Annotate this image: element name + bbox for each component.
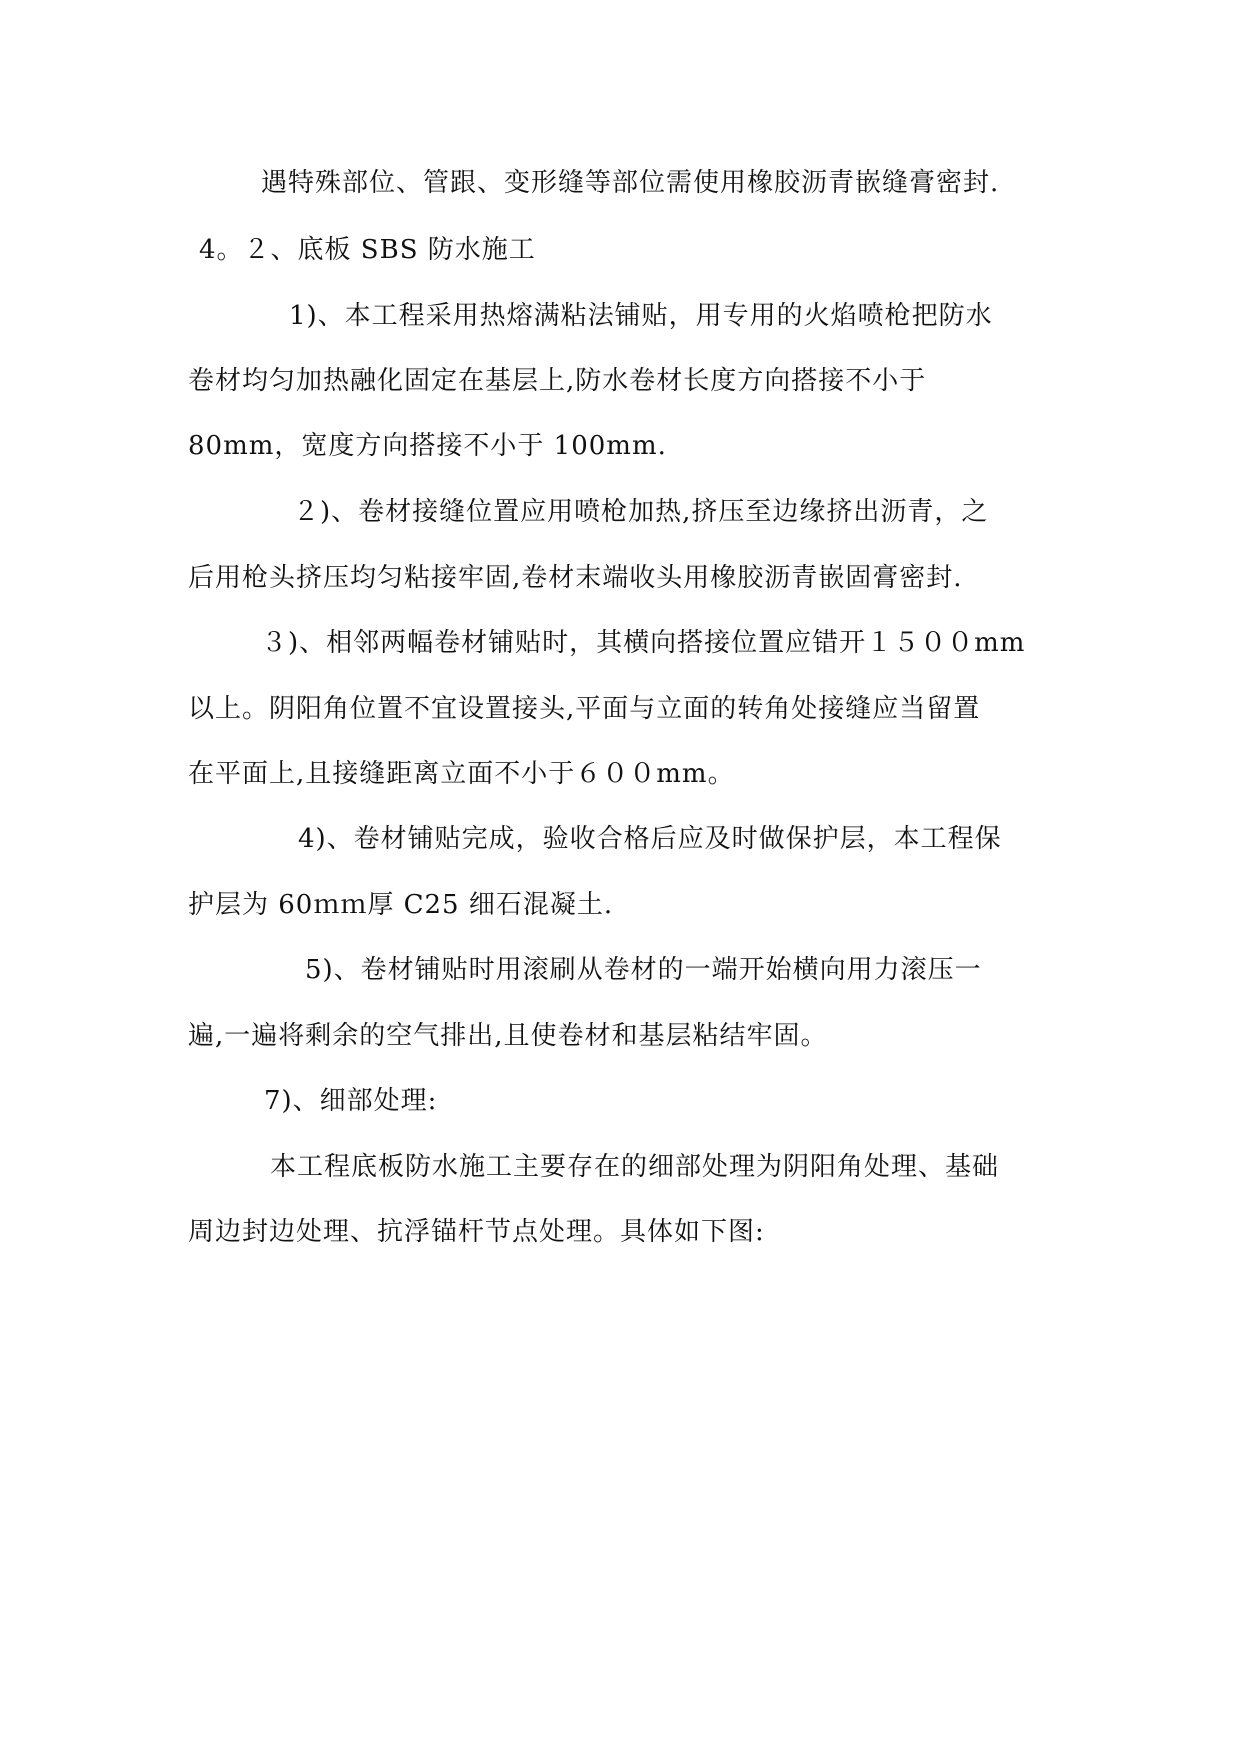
text-line-16: 本工程底板防水施工主要存在的细部处理为阴阳角处理、基础 (270, 1152, 1000, 1182)
text-line-9: 以上。阴阳角位置不宜设置接头,平面与立面的转角处接缝应当留置 (188, 694, 981, 724)
text-line-6: ２)、卷材接缝位置应用喷枪加热,挤压至边缘挤出沥青，之 (293, 497, 989, 527)
text-line-4: 卷材均匀加热融化固定在基层上,防水卷材长度方向搭接不小于 (188, 366, 927, 396)
text-line-13: 5)、卷材铺贴时用滚刷从卷材的一端开始横向用力滚压一 (305, 955, 982, 985)
text-line-17: 周边封边处理、抗浮锚杆节点处理。具体如下图: (188, 1217, 765, 1247)
text-line-10: 在平面上,且接缝距离立面不小于６００mm。 (188, 759, 735, 789)
text-line-8: ３)、相邻两幅卷材铺贴时，其横向搭接位置应错开１５００mm (261, 628, 1026, 658)
text-line-7: 后用枪头挤压均匀粘接牢固,卷材末端收头用橡胶沥青嵌固膏密封. (188, 563, 963, 593)
text-line-1: 遇特殊部位、管跟、变形缝等部位需使用橡胶沥青嵌缝膏密封. (261, 168, 1000, 198)
text-line-5: 80mm，宽度方向搭接不小于 100mm. (188, 431, 667, 461)
text-line-3: 1)、本工程采用热熔满粘法铺贴，用专用的火焰喷枪把防水 (289, 301, 993, 331)
text-line-12: 护层为 60ｍｍ厚 C25 细石混凝土. (188, 890, 614, 920)
text-line-14: 遍,一遍将剩余的空气排出,且使卷材和基层粘结牢固。 (188, 1021, 828, 1051)
text-line-15: 7)、细部处理: (264, 1086, 438, 1116)
section-heading: 4。２、底板 SBS 防水施工 (199, 235, 536, 265)
text-line-11: 4)、卷材铺贴完成，验收合格后应及时做保护层，本工程保 (298, 824, 1002, 854)
